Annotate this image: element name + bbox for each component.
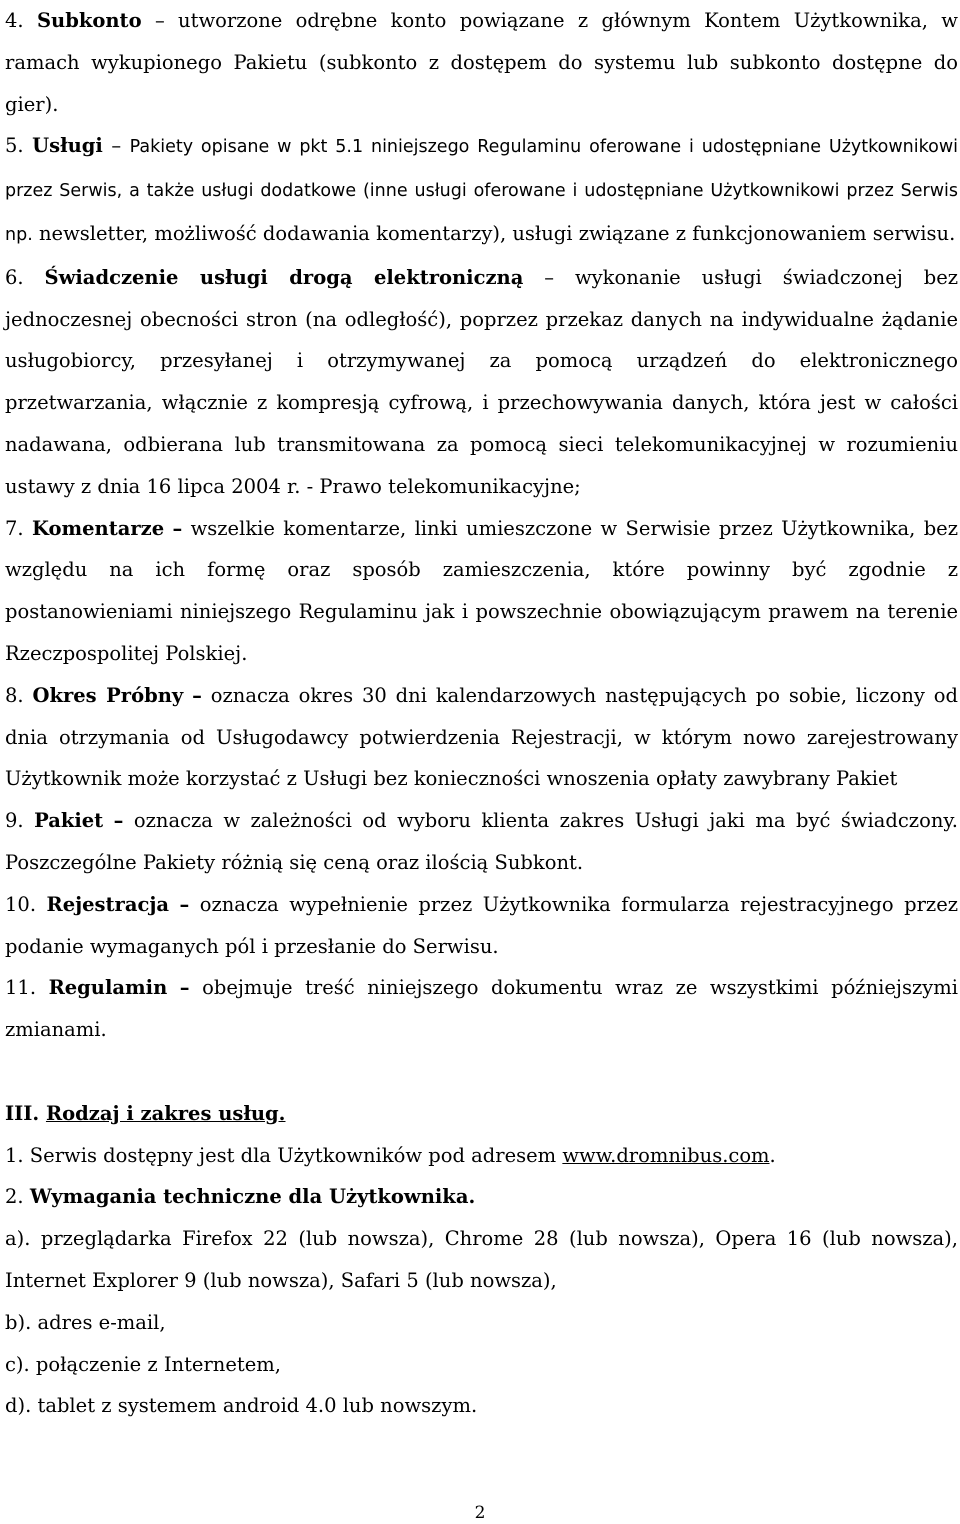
term-okres-probny: Okres Próbny — [32, 683, 184, 707]
definition-text: wykonanie usługi świadczonej bez jednoczesnej obecności stron (na odległość), poprzez przekaz danych na indywidualne żądanie usługobiorcy, przesyłanej i otrzymywanej za pomocą urządzeń do elektronicznego przetwarzania, włącznie z kompresją cyfrową, i przechowywania danych, która jest w całości nadawana, odbierana lub transmitowana za pomocą sieci telekomunikacyjnej w rozumieniu ustawy z dnia 16 lipca 2004 r. - Prawo telekomunikacyjne; — [5, 265, 959, 498]
item-number: 4. — [5, 9, 24, 32]
item-number: 5. — [5, 134, 24, 158]
term-regulamin: Regulamin — [48, 976, 168, 1000]
requirement-internet: c). połączenie z Internetem, — [5, 1352, 281, 1376]
definition-text: Pakiety opisane w pkt 5.1 niniejszego Regulaminu oferowane i udostępniane Użytkownikowi przez Serwis, a także usługi dodatkowe (inne usługi oferowane i udostępniane Użytkownikowi przez Serwis np. — [5, 137, 958, 245]
term-uslugi: Usługi — [32, 134, 103, 158]
item-number: 8. — [5, 683, 24, 707]
section-number: III. — [5, 1101, 40, 1125]
spacer — [5, 1051, 958, 1093]
definition-text: oznacza w zależności od wyboru klienta zakres Usługi jaki ma być świadczony. Poszczególne Pakiety różnią się ceną oraz ilością Subkont. — [5, 809, 958, 874]
requirement-tablet: d). tablet z systemem android 4.0 lub nowszym. — [5, 1394, 478, 1418]
definition-okres-probny — [5, 675, 958, 800]
item-number: 9. — [5, 809, 24, 833]
definition-text: oznacza okres 30 dni kalendarzowych następujących po sobie, liczony od dnia otrzymania od Usługodawcy potwierdzenia Rejestracji, w którym nowo zarejestrowany Użytkownik może korzystać z Usługi bez konieczności wnoszenia opłaty zawybrany Pakiet — [5, 683, 958, 791]
definition-regulamin — [5, 967, 958, 1051]
term-rejestracja: Rejestracja — [46, 892, 170, 916]
requirements-number: 2. — [5, 1185, 24, 1209]
definition-pakiet — [5, 800, 958, 884]
dash: – — [113, 809, 124, 833]
definition-text-continued: newsletter, możliwość dodawania komentarzy), usługi związane z funkcjonowaniem serwisu. — [38, 221, 956, 245]
dash: – — [111, 134, 122, 158]
item-number: 11. — [5, 976, 37, 1000]
dash: – — [179, 892, 190, 916]
item-number: 6. — [5, 265, 24, 289]
period: . — [769, 1143, 776, 1167]
requirement-email: b). adres e-mail, — [5, 1310, 166, 1334]
dash: – — [192, 683, 202, 707]
definition-text: oznacza wypełnienie przez Użytkownika formularza rejestracyjnego przez podanie wymaganych pól i przesłanie do Serwisu. — [5, 892, 959, 958]
service-address-text: 1. Serwis dostępny jest dla Użytkowników pod adresem — [5, 1143, 557, 1167]
definition-text: wszelkie komentarze, linki umieszczone w Serwisie przez Użytkownika, bez względu na ich formę oraz sposób zamieszczenia, które powinny być zgodnie z postanowieniami niniejszego Regulaminu jak i powszechnie obowiązującym prawem na terenie Rzeczpospolitej Polskiej. — [5, 516, 958, 665]
dash: – — [172, 516, 183, 540]
item-number: 7. — [5, 516, 24, 540]
definition-text: obejmuje treść niniejszego dokumentu wraz ze wszystkimi późniejszymi zmianami. — [5, 976, 958, 1042]
dash: – — [179, 976, 190, 1000]
dash: – — [154, 9, 165, 32]
dash: – — [544, 265, 555, 289]
item-number: 10. — [5, 892, 37, 916]
requirements-title: Wymagania techniczne dla Użytkownika. — [29, 1185, 476, 1209]
requirement-browser: a). przeglądarka Firefox 22 (lub nowsza), Chrome 28 (lub nowsza), Opera 16 (lub nowsza), Internet Explorer 9 (lub nowsza), Safari 5 (lub nowsza), — [5, 1227, 958, 1292]
definition-rejestracja — [5, 884, 958, 968]
requirements-heading — [5, 1176, 958, 1218]
definition-subkonto — [5, 0, 958, 125]
service-address-paragraph — [5, 1135, 958, 1177]
term-komentarze: Komentarze — [31, 516, 165, 540]
term-subkonto: Subkonto — [36, 9, 142, 32]
definition-uslugi — [5, 125, 958, 256]
document-page — [5, 0, 958, 1427]
term-pakiet: Pakiet — [34, 809, 104, 833]
section-title: Rodzaj i zakres usług. — [45, 1101, 286, 1125]
section-heading — [5, 1093, 958, 1135]
definition-text: utworzone odrębne konto powiązane z głównym Kontem Użytkownika, w ramach wykupionego Pakietu (subkonto z dostępem do systemu lub subkonto dostępne do gier). — [5, 9, 958, 116]
term-swiadczenie: Świadczenie usługi drogą elektroniczną — [44, 265, 524, 289]
definition-swiadczenie — [5, 257, 958, 508]
page-number: 2 — [474, 1503, 486, 1523]
service-url-link[interactable]: www.dromnibus.com — [562, 1143, 770, 1167]
definition-komentarze — [5, 508, 958, 675]
